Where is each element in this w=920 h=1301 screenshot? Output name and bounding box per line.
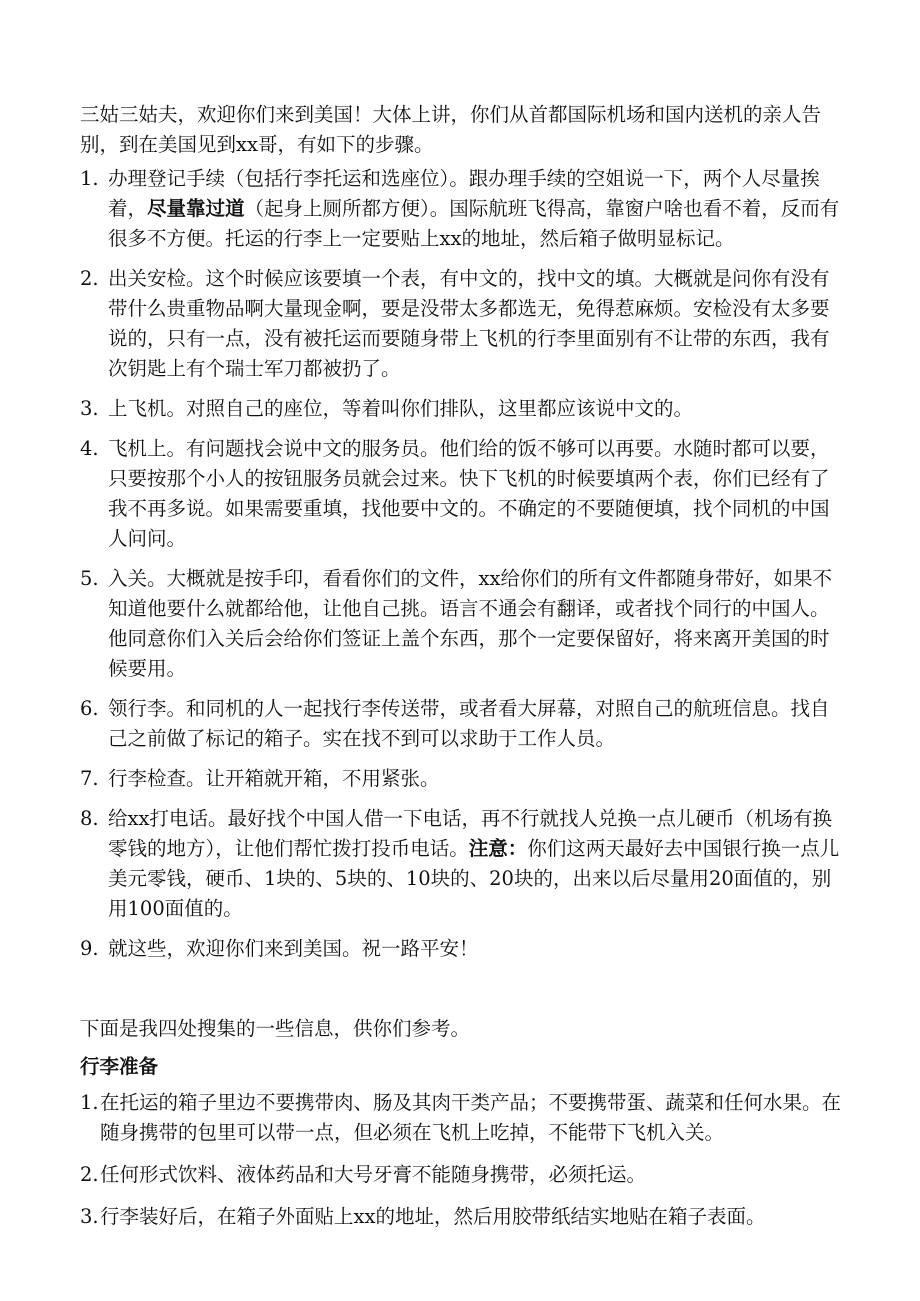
step-text: 入关。大概就是按手印，看看你们的文件，xx给你们的所有文件都随身带好，如果不知道他要什么就都给他，让他自己挑。语言不通会有翻译，或者找个同行的中国人。他同意你们入关后会给你们签证上盖个东西，那个一定要保留好，将来离开美国的时候要用。	[108, 567, 832, 680]
list-item	[80, 764, 842, 794]
step-number: 7.	[80, 767, 99, 790]
list-item	[80, 434, 842, 554]
step-bold-text: 注意：	[468, 837, 528, 860]
step-text: 飞机上。有问题找会说中文的服务员。他们给的饭不够可以再要。水随时都可以要，只要按那个小人的按钮服务员就会过来。快下飞机的时候要填两个表，你们已经有了我不再多说。如果需要重填，找他要中文的。不确定的不要随便填，找个同机的中国人问问。	[108, 437, 830, 550]
list-item	[80, 1202, 842, 1232]
step-text-continued: 你们这两天最好去中国银行换一点儿美元零钱，硬币、1块的、5块的、10块的、20块的，出来以后尽量用20面值的，别用100面值的。	[108, 837, 840, 920]
item-text: 在托运的箱子里边不要携带肉、肠及其肉干类产品；不要携带蛋、蔬菜和任何水果。在随身携带的包里可以带一点，但必须在飞机上吃掉，不能带下飞机入关。	[100, 1091, 842, 1144]
list-item	[80, 934, 842, 964]
step-number: 5.	[80, 567, 99, 590]
step-number: 6.	[80, 697, 99, 720]
steps-list	[80, 164, 842, 964]
list-item	[80, 394, 842, 424]
list-item	[80, 564, 842, 684]
luggage-list	[80, 1088, 842, 1232]
step-text: 给xx打电话。最好找个中国人借一下电话，再不行就找人兑换一点儿硬币（机场有换零钱的地方），让他们帮忙拨打投币电话。	[108, 807, 832, 860]
item-number: 2.	[80, 1163, 99, 1186]
item-text: 行李装好后，在箱子外面贴上xx的地址，然后用胶带纸结实地贴在箱子表面。	[100, 1205, 766, 1228]
step-number: 8.	[80, 807, 99, 830]
list-item	[80, 164, 842, 254]
step-text: 领行李。和同机的人一起找行李传送带，或者看大屏幕，对照自己的航班信息。找自己之前做了标记的箱子。实在找不到可以求助于工作人员。	[108, 697, 830, 750]
step-number: 2.	[80, 267, 99, 290]
list-item	[80, 804, 842, 924]
item-number: 3.	[80, 1205, 99, 1228]
item-text: 任何形式饮料、液体药品和大号牙膏不能随身携带，必须托运。	[100, 1163, 647, 1186]
list-item	[80, 694, 842, 754]
step-text: 出关安检。这个时候应该要填一个表，有中文的，找中文的填。大概就是问你有没有带什么贵重物品啊大量现金啊，要是没带太多都选无，免得惹麻烦。安检没有太多要说的，只有一点，没有被托运而要随身带上飞机的行李里面别有不让带的东西，我有次钥匙上有个瑞士军刀都被扔了。	[108, 267, 830, 380]
section-gap	[80, 974, 842, 1014]
item-number: 1.	[80, 1091, 99, 1114]
step-text: 行李检查。让开箱就开箱，不用紧张。	[108, 767, 440, 790]
step-number: 3.	[80, 397, 99, 420]
intro-paragraph: 三姑三姑夫，欢迎你们来到美国！大体上讲，你们从首都国际机场和国内送机的亲人告别，到在美国见到xx哥，有如下的步骤。	[80, 103, 822, 156]
collected-info-paragraph: 下面是我四处搜集的一些信息，供你们参考。	[80, 1017, 471, 1040]
step-text-continued: （起身上厕所都方便）。国际航班飞得高，靠窗户啥也看不着，反而有很多不方便。托运的行李上一定要贴上xx的地址，然后箱子做明显标记。	[108, 197, 840, 250]
step-bold-text: 尽量靠过道	[147, 197, 245, 220]
list-item	[80, 1160, 842, 1190]
document-body	[80, 100, 842, 1244]
luggage-heading: 行李准备	[80, 1055, 159, 1078]
list-item	[80, 264, 842, 384]
list-item	[80, 1088, 842, 1148]
step-number: 1.	[80, 167, 99, 190]
step-number: 4.	[80, 437, 99, 460]
step-text: 就这些，欢迎你们来到美国。祝一路平安！	[108, 937, 479, 960]
step-text: 上飞机。对照自己的座位，等着叫你们排队，这里都应该说中文的。	[108, 397, 694, 420]
step-text: 办理登记手续（包括行李托运和选座位）。跟办理手续的空姐说一下，两个人尽量挨着，	[108, 167, 820, 220]
step-number: 9.	[80, 937, 99, 960]
